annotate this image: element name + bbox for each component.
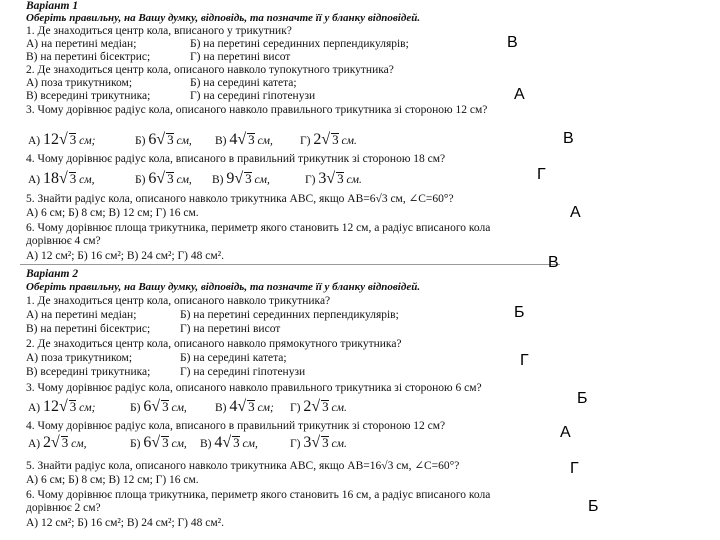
option-unit: см; bbox=[254, 402, 274, 414]
option-unit: см, bbox=[251, 174, 270, 186]
v2-q4: 4. Чому дорівнює радіус кола, вписаного в правильний трикутник зі стороною 12 см? bbox=[26, 420, 446, 432]
sqrt-icon: √ bbox=[59, 131, 68, 148]
option-coefficient: 6 bbox=[148, 131, 157, 148]
answer-letter: Б bbox=[514, 304, 525, 321]
option-radicand: 3 bbox=[337, 171, 344, 186]
radical-option bbox=[305, 172, 362, 187]
radical-option bbox=[135, 133, 192, 148]
radical-option bbox=[28, 133, 95, 148]
option-coefficient: 4 bbox=[229, 398, 238, 415]
radical-option bbox=[215, 133, 273, 148]
option-letter: Б) bbox=[130, 438, 144, 450]
sqrt-icon: √ bbox=[234, 170, 244, 187]
option-unit: см; bbox=[76, 135, 96, 147]
option-radicand: 3 bbox=[332, 132, 339, 147]
radical-option bbox=[28, 436, 87, 451]
option-unit: см. bbox=[338, 135, 357, 147]
option-radicand: 3 bbox=[162, 435, 169, 450]
option-radicand: 3 bbox=[61, 435, 69, 450]
option-letter: Г) bbox=[300, 135, 314, 147]
option-coefficient: 12 bbox=[43, 131, 60, 148]
answer-letter: А bbox=[514, 86, 525, 103]
v2-q2-g: Г) на середині гіпотенузи bbox=[180, 366, 306, 378]
radical-option bbox=[130, 436, 187, 451]
answer-letter: Г bbox=[537, 166, 546, 183]
option-unit: см, bbox=[173, 174, 192, 186]
v2-q1-b: Б) на перетині серединних перпендикулярів; bbox=[180, 309, 399, 321]
option-unit: см. bbox=[328, 438, 347, 450]
sqrt-icon: √ bbox=[59, 170, 68, 187]
radical-option bbox=[135, 172, 192, 187]
sqrt-icon: √ bbox=[59, 398, 68, 415]
option-letter: Б) bbox=[135, 135, 149, 147]
option-coefficient: 2 bbox=[303, 398, 312, 415]
option-letter: В) bbox=[215, 135, 230, 147]
sqrt-icon: √ bbox=[151, 398, 161, 415]
option-letter: В) bbox=[212, 174, 227, 186]
radical-option bbox=[212, 172, 270, 187]
option-letter: В) bbox=[215, 402, 230, 414]
option-coefficient: 2 bbox=[313, 131, 322, 148]
answer-letter: Г bbox=[570, 460, 579, 477]
option-letter: Г) bbox=[290, 438, 304, 450]
v2-q1: 1. Де знаходиться центр кола, описаного навколо трикутника? bbox=[26, 295, 331, 307]
option-coefficient: 4 bbox=[214, 434, 223, 451]
v2-q6: 6. Чому дорівнює площа трикутника, периметр якого становить 16 см, а радіус вписаного кола bbox=[26, 489, 491, 501]
option-coefficient: 18 bbox=[43, 170, 60, 187]
v2-q2-v: В) всередині трикутника; bbox=[26, 366, 151, 378]
option-letter: Б) bbox=[130, 402, 144, 414]
v2-title: Варіант 2 bbox=[26, 268, 79, 280]
radical-option bbox=[290, 400, 347, 415]
option-unit: см, bbox=[254, 135, 273, 147]
option-unit: см, bbox=[168, 402, 187, 414]
option-unit: см. bbox=[343, 174, 362, 186]
variant-divider bbox=[20, 264, 560, 265]
v1-q6-options: А) 12 см²; Б) 16 см²; В) 24 см²; Г) 48 см². bbox=[26, 250, 224, 262]
option-radicand: 3 bbox=[245, 171, 252, 186]
sqrt-icon: √ bbox=[151, 434, 161, 451]
option-coefficient: 12 bbox=[43, 398, 60, 415]
sqrt-icon: √ bbox=[237, 398, 247, 415]
v2-q3: 3. Чому дорівнює радіус кола, описаного навколо правильного трикутника зі стороною 6 см? bbox=[26, 382, 482, 394]
v1-q2-v: В) всередині трикутника; bbox=[26, 90, 151, 102]
option-radicand: 3 bbox=[162, 399, 169, 414]
radical-option bbox=[215, 400, 274, 415]
v2-q6-cont: дорівнює 2 см? bbox=[26, 502, 101, 514]
option-coefficient: 2 bbox=[43, 434, 52, 451]
option-coefficient: 4 bbox=[229, 131, 238, 148]
option-radicand: 3 bbox=[167, 132, 174, 147]
option-unit: см, bbox=[76, 174, 95, 186]
radical-option bbox=[300, 133, 357, 148]
v1-q1-a: А) на перетині медіан; bbox=[26, 38, 137, 50]
option-coefficient: 9 bbox=[226, 170, 235, 187]
v2-q5-options: А) 6 см; Б) 8 см; В) 12 см; Г) 16 см. bbox=[26, 474, 199, 486]
v2-q1-a: А) на перетині медіан; bbox=[26, 309, 137, 321]
option-radicand: 3 bbox=[248, 132, 255, 147]
sqrt-icon: √ bbox=[237, 131, 247, 148]
v1-q1-v: В) на перетині бісектрис; bbox=[26, 51, 151, 63]
v1-q2-a: А) поза трикутником; bbox=[26, 77, 133, 89]
sqrt-icon: √ bbox=[222, 434, 232, 451]
radical-option bbox=[130, 400, 187, 415]
option-letter: А) bbox=[28, 402, 44, 414]
v1-q2-g: Г) на середині гіпотенузи bbox=[190, 90, 316, 102]
v1-q1: 1. Де знаходиться центр кола, вписаного у трикутник? bbox=[26, 25, 292, 37]
v2-q2-a: А) поза трикутником; bbox=[26, 352, 133, 364]
radical-option bbox=[28, 172, 95, 187]
sqrt-icon: √ bbox=[326, 170, 336, 187]
option-unit: см; bbox=[76, 402, 96, 414]
option-unit: см. bbox=[328, 402, 347, 414]
sqrt-icon: √ bbox=[156, 131, 166, 148]
v1-q1-b: Б) на перетині серединних перпендикулярів; bbox=[190, 38, 409, 50]
sqrt-icon: √ bbox=[156, 170, 166, 187]
sqrt-icon: √ bbox=[311, 398, 321, 415]
v2-q6-options: А) 12 см²; Б) 16 см²; В) 24 см²; Г) 48 см². bbox=[26, 517, 224, 529]
option-radicand: 3 bbox=[322, 399, 329, 414]
sqrt-icon: √ bbox=[51, 434, 60, 451]
v2-instruction: Оберіть правильну, на Вашу думку, відповідь, та позначте її у бланку відповідей. bbox=[26, 281, 421, 293]
sqrt-icon: √ bbox=[311, 434, 321, 451]
option-unit: см, bbox=[168, 438, 187, 450]
answer-letter: В bbox=[507, 34, 518, 51]
answer-letter: Б bbox=[577, 390, 588, 407]
option-unit: см, bbox=[239, 438, 258, 450]
radical-option bbox=[200, 436, 258, 451]
answer-letter: В bbox=[548, 254, 559, 271]
v2-q2-b: Б) на середині катета; bbox=[180, 352, 287, 364]
v1-q4: 4. Чому дорівнює радіус кола, вписаного в правильний трикутник зі стороною 18 см? bbox=[26, 153, 446, 165]
option-letter: Г) bbox=[290, 402, 304, 414]
option-coefficient: 6 bbox=[148, 170, 157, 187]
option-radicand: 3 bbox=[69, 399, 77, 414]
v1-q5: 5. Знайти радіус кола, описаного навколо трикутника ABC, якщо AB=6√3 см, ∠C=60°? bbox=[26, 193, 454, 205]
v1-q3: 3. Чому дорівнює радіус кола, описаного навколо правильного трикутника зі стороною 12 см? bbox=[26, 104, 488, 116]
option-letter: Б) bbox=[135, 174, 149, 186]
option-radicand: 3 bbox=[167, 171, 174, 186]
option-letter: Г) bbox=[305, 174, 319, 186]
v1-instruction: Оберіть правильну, на Вашу думку, відповідь, та позначте її у бланку відповідей. bbox=[26, 12, 421, 24]
option-letter: А) bbox=[28, 438, 44, 450]
answer-letter: А bbox=[570, 204, 581, 221]
answer-letter: Г bbox=[520, 352, 529, 369]
option-radicand: 3 bbox=[69, 132, 77, 147]
v2-q2: 2. Де знаходиться центр кола, описаного навколо прямокутного трикутника? bbox=[26, 338, 402, 350]
v2-q1-v: В) на перетині бісектрис; bbox=[26, 323, 151, 335]
answer-letter: В bbox=[563, 130, 574, 147]
v1-q1-g: Г) на перетині висот bbox=[190, 51, 291, 63]
v1-title: Варіант 1 bbox=[26, 0, 79, 12]
option-letter: А) bbox=[28, 135, 44, 147]
option-coefficient: 3 bbox=[303, 434, 312, 451]
option-unit: см, bbox=[173, 135, 192, 147]
answer-letter: А bbox=[560, 424, 571, 441]
radical-option bbox=[290, 436, 347, 451]
v1-q2: 2. Де знаходиться центр кола, описаного навколо тупокутного трикутника? bbox=[26, 64, 394, 76]
answer-letter: Б bbox=[588, 498, 599, 515]
option-letter: А) bbox=[28, 174, 44, 186]
option-coefficient: 6 bbox=[143, 434, 152, 451]
option-radicand: 3 bbox=[322, 435, 329, 450]
v1-q2-b: Б) на середині катета; bbox=[190, 77, 297, 89]
sqrt-icon: √ bbox=[321, 131, 331, 148]
option-letter: В) bbox=[200, 438, 215, 450]
v1-q6: 6. Чому дорівнює площа трикутника, периметр якого становить 12 см, а радіус вписаного кола bbox=[26, 222, 491, 234]
option-coefficient: 6 bbox=[143, 398, 152, 415]
radical-option bbox=[28, 400, 95, 415]
option-coefficient: 3 bbox=[318, 170, 327, 187]
option-radicand: 3 bbox=[248, 399, 255, 414]
option-unit: см, bbox=[68, 438, 87, 450]
option-radicand: 3 bbox=[233, 435, 240, 450]
v1-q5-options: А) 6 см; Б) 8 см; В) 12 см; Г) 16 см. bbox=[26, 207, 199, 219]
option-radicand: 3 bbox=[69, 171, 77, 186]
v2-q5: 5. Знайти радіус кола, описаного навколо трикутника ABC, якщо AB=16√3 см, ∠C=60°? bbox=[26, 460, 460, 472]
v2-q1-g: Г) на перетині висот bbox=[180, 323, 281, 335]
v1-q6-cont: дорівнює 4 см? bbox=[26, 235, 101, 247]
